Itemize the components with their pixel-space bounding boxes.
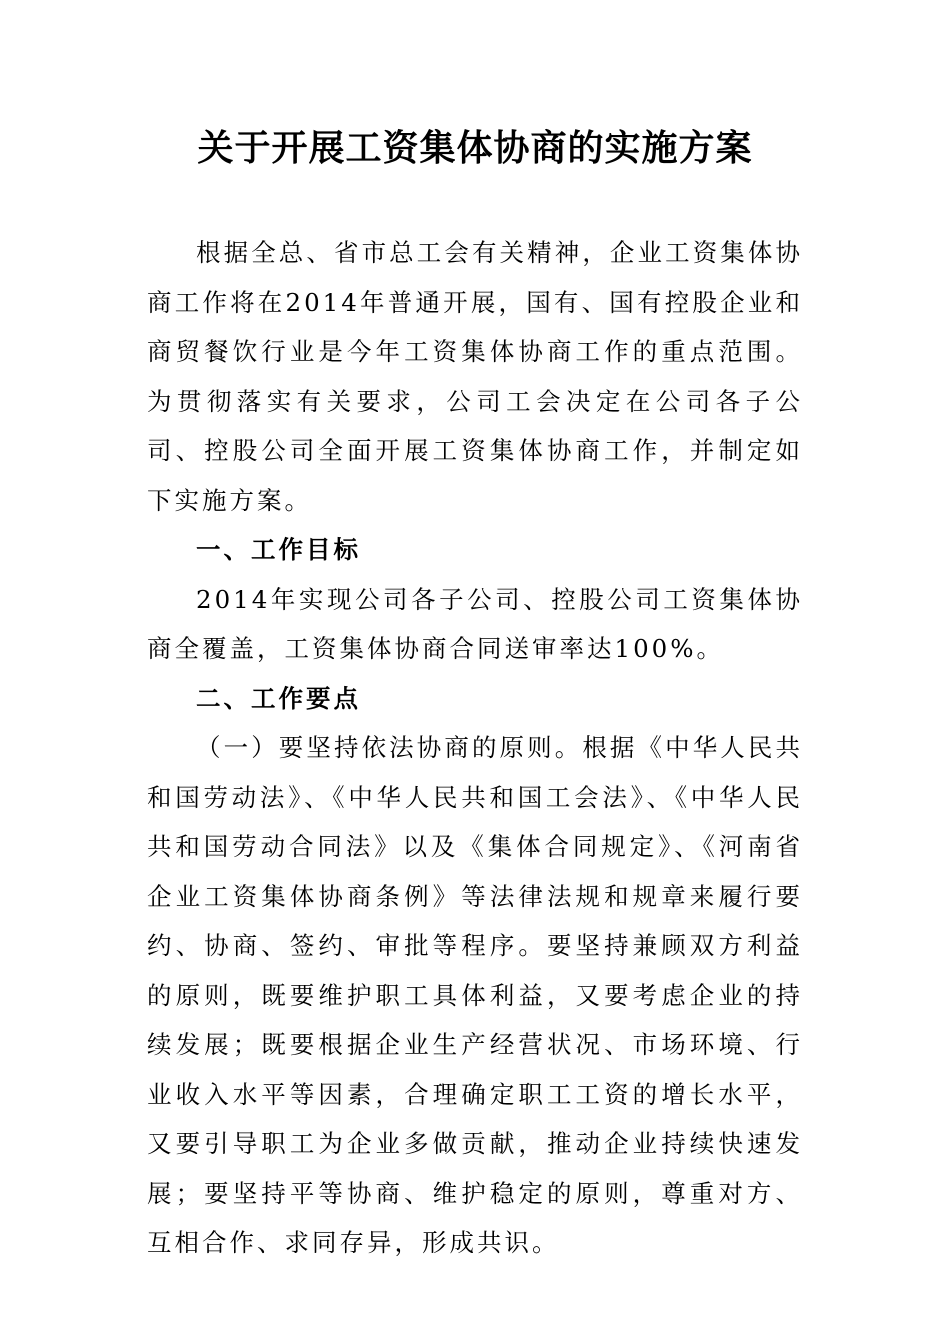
- goals-paragraph: 2014年实现公司各子公司、控股公司工资集体协商全覆盖，工资集体协商合同送审率达100%。: [147, 584, 803, 663]
- key-points-paragraph: （一）要坚持依法协商的原则。根据《中华人民共和国劳动法》、《中华人民共和国工会法》、《中华人民共和国劳动合同法》以及《集体合同规定》、《河南省企业工资集体协商条例》等法律法规和规章来履行要约、协商、签约、审批等程序。要坚持兼顾双方利益的原则，既要维护职工具体利益，又要考虑企业的持续发展；既要根据企业生产经营状况、市场环境、行业收入水平等因素，合理确定职工工资的增长水平，又要引导职工为企业多做贡献，推动企业持续快速发展；要坚持平等协商、维护稳定的原则，尊重对方、互相合作、求同存异，形成共识。: [147, 733, 803, 1257]
- intro-paragraph: 根据全总、省市总工会有关精神，企业工资集体协商工作将在2014年普通开展，国有、国有控股企业和商贸餐饮行业是今年工资集体协商工作的重点范围。为贯彻落实有关要求，公司工会决定在公司各子公司、控股公司全面开展工资集体协商工作，并制定如下实施方案。: [147, 238, 803, 515]
- document-body: [147, 228, 803, 1268]
- document-title: 关于开展工资集体协商的实施方案: [197, 127, 753, 169]
- section-heading-key-points: 二、工作要点: [196, 683, 361, 713]
- section-heading-goals: 一、工作目标: [196, 535, 361, 564]
